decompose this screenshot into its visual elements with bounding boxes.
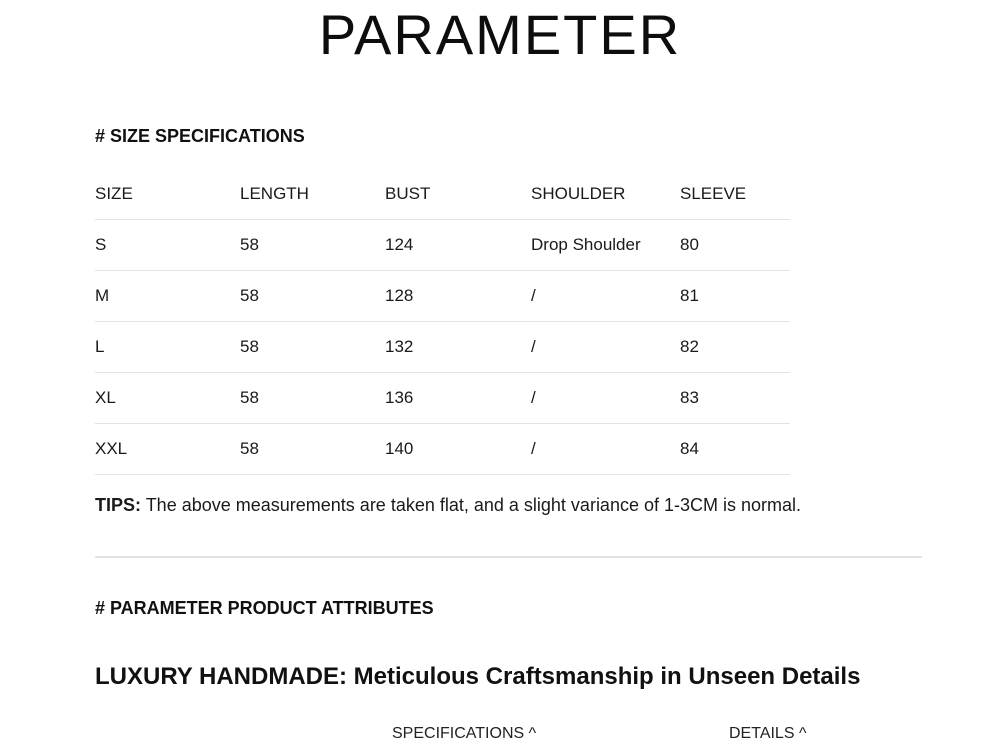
column-header-sleeve: SLEEVE bbox=[680, 168, 790, 220]
cell-shoulder: / bbox=[531, 424, 680, 475]
cell-length: 58 bbox=[240, 322, 385, 373]
cell-sleeve: 84 bbox=[680, 424, 790, 475]
table-row bbox=[95, 322, 790, 373]
tips-label: TIPS: bbox=[95, 495, 142, 515]
section-divider bbox=[95, 556, 922, 558]
cell-sleeve: 81 bbox=[680, 271, 790, 322]
column-header-length: LENGTH bbox=[240, 168, 385, 220]
product-attributes-heading: # PARAMETER PRODUCT ATTRIBUTES bbox=[95, 598, 434, 618]
table-row bbox=[95, 373, 790, 424]
table-row bbox=[95, 424, 790, 475]
size-table bbox=[95, 168, 790, 475]
cell-shoulder: / bbox=[531, 322, 680, 373]
cell-size: L bbox=[95, 322, 240, 373]
tips-text: The above measurements are taken flat, and a slight variance of 1-3CM is normal. bbox=[141, 495, 802, 515]
column-header-size: SIZE bbox=[95, 168, 240, 220]
cell-sleeve: 82 bbox=[680, 322, 790, 373]
cell-length: 58 bbox=[240, 271, 385, 322]
cell-length: 58 bbox=[240, 373, 385, 424]
column-header-bust: BUST bbox=[385, 168, 531, 220]
cell-size: XXL bbox=[95, 424, 240, 475]
cell-size: XL bbox=[95, 373, 240, 424]
cell-length: 58 bbox=[240, 220, 385, 271]
cell-bust: 128 bbox=[385, 271, 531, 322]
page-title: PARAMETER bbox=[318, 3, 682, 66]
cell-shoulder: / bbox=[531, 271, 680, 322]
cell-size: M bbox=[95, 271, 240, 322]
cell-bust: 140 bbox=[385, 424, 531, 475]
cell-shoulder: / bbox=[531, 373, 680, 424]
table-row bbox=[95, 220, 790, 271]
cell-length: 58 bbox=[240, 424, 385, 475]
cell-sleeve: 80 bbox=[680, 220, 790, 271]
cell-bust: 124 bbox=[385, 220, 531, 271]
cell-bust: 132 bbox=[385, 322, 531, 373]
cell-shoulder: Drop Shoulder bbox=[531, 220, 680, 271]
cell-bust: 136 bbox=[385, 373, 531, 424]
specifications-toggle[interactable]: SPECIFICATIONS ^ bbox=[392, 725, 537, 742]
measurement-tips bbox=[95, 494, 801, 516]
column-header-shoulder: SHOULDER bbox=[531, 168, 680, 220]
details-toggle[interactable]: DETAILS ^ bbox=[729, 725, 807, 742]
cell-size: S bbox=[95, 220, 240, 271]
table-row bbox=[95, 271, 790, 322]
luxury-handmade-headline: LUXURY HANDMADE: Meticulous Craftsmanship in Unseen Details bbox=[95, 663, 861, 690]
size-specifications-heading: # SIZE SPECIFICATIONS bbox=[95, 126, 305, 146]
cell-sleeve: 83 bbox=[680, 373, 790, 424]
table-header-row bbox=[95, 168, 790, 220]
